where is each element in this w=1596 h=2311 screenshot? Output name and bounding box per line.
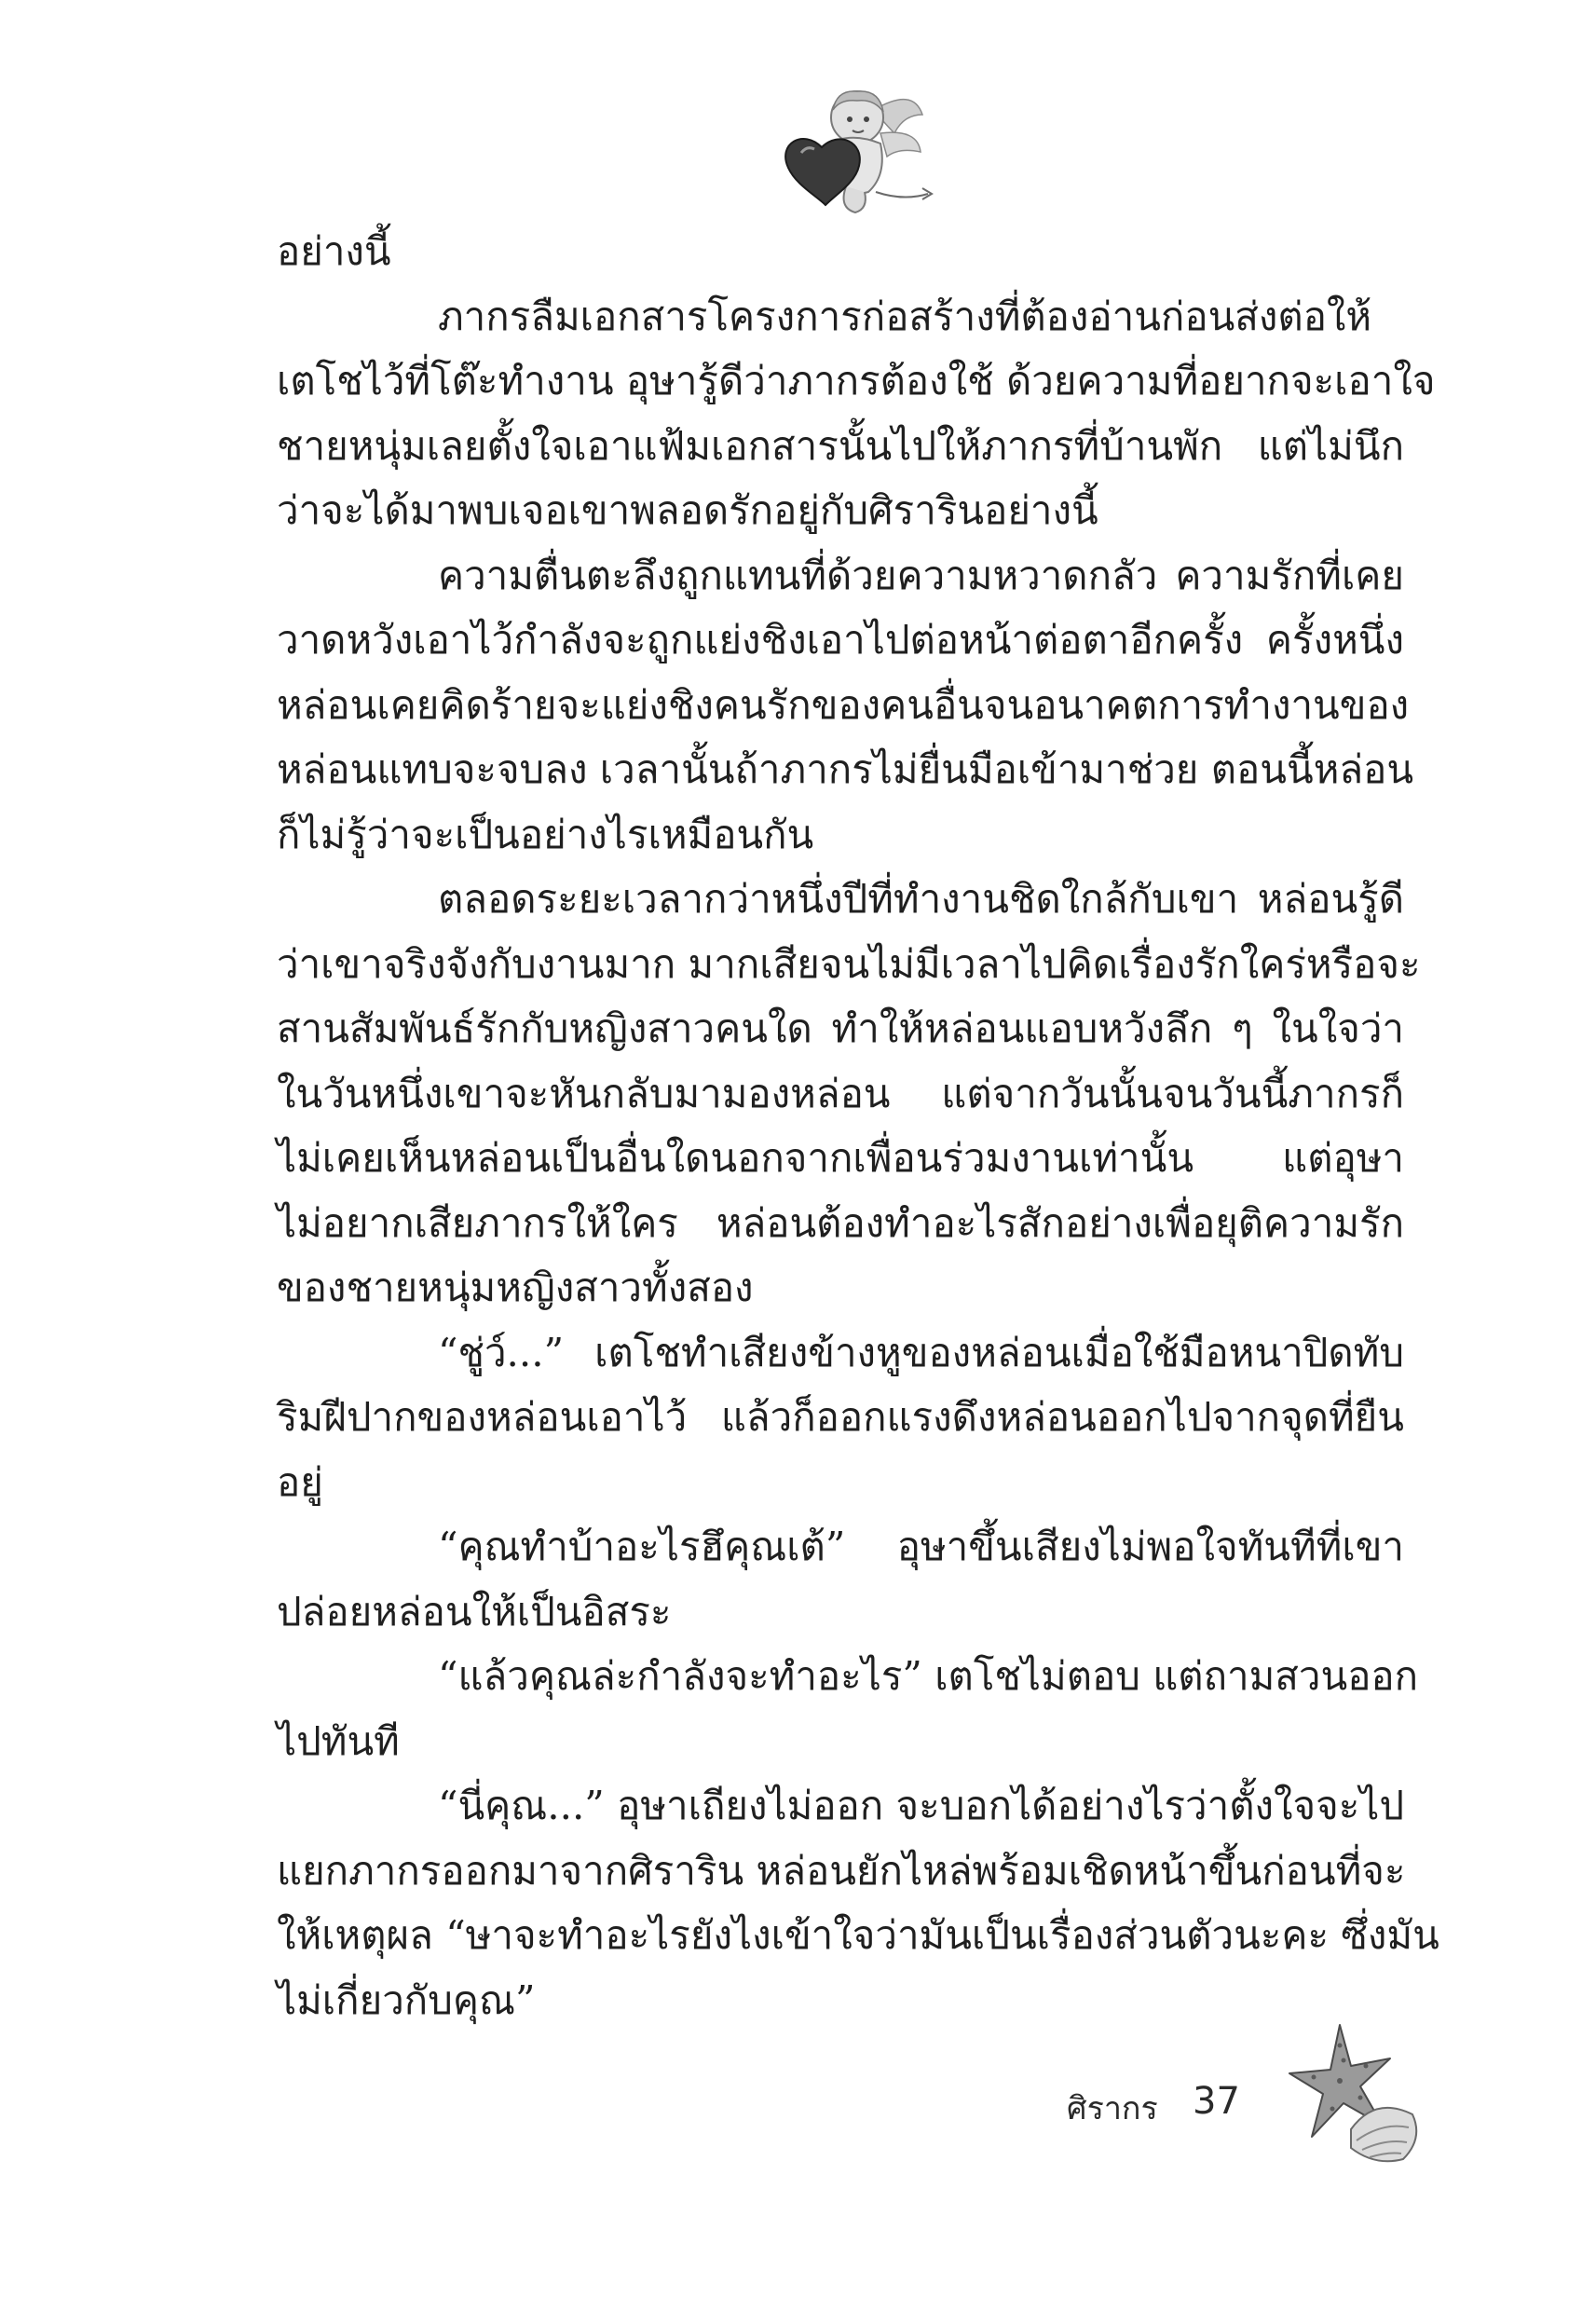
paragraph — [277, 284, 1436, 543]
text-line: ความตื่นตะลึงถูกแทนที่ด้วยความหวาดกลัว ความรักที่เคย — [438, 552, 1404, 598]
text-line: ตลอดระยะเวลากว่าหนึ่งปีที่ทำงานชิดใกล้กับเขา หล่อนรู้ดี — [438, 876, 1404, 922]
text-line: ว่าจะได้มาพบเจอเขาพลอดรักอยู่กับศิรารินอย่างนี้ — [277, 487, 1098, 533]
running-footer-title: ศิรากร — [1067, 2090, 1158, 2127]
page-number: 37 — [1193, 2080, 1240, 2123]
text-line: ชายหนุ่มเลยตั้งใจเอาแฟ้มเอกสารนั้นไปให้ภากรที่บ้านพัก แต่ไม่นึก — [277, 422, 1404, 469]
text-line: อย่างนี้ — [277, 228, 391, 274]
text-line: สานสัมพันธ์รักกับหญิงสาวคนใด ทำให้หล่อนแอบหวังลึก ๆ ในใจว่า — [277, 1005, 1404, 1051]
text-line: “แล้วคุณล่ะกำลังจะทำอะไร” เตโชไม่ตอบ แต่ถามสวนออก — [438, 1653, 1419, 1699]
paragraph — [277, 1514, 1404, 1644]
paragraph — [277, 867, 1421, 1320]
paragraph — [277, 219, 1404, 284]
text-line: ของชายหนุ่มหญิงสาวทั้งสอง — [277, 1265, 754, 1310]
text-line: ว่าเขาจริงจังกับงานมาก มากเสียจนไม่มีเวลาไปคิดเรื่องรักใคร่หรือจะ — [277, 940, 1421, 987]
paragraph — [277, 1320, 1404, 1515]
text-body — [277, 219, 1439, 2032]
text-line: ไม่เกี่ยวกับคุณ” — [277, 1976, 536, 2023]
text-line: ก็ไม่รู้ว่าจะเป็นอย่างไรเหมือนกัน — [277, 811, 814, 857]
text-line: ในวันหนึ่งเขาจะหันกลับมามองหล่อน แต่จากวันนั้นจนวันนี้ภากรก็ — [277, 1070, 1404, 1116]
paragraph — [277, 1773, 1439, 2032]
paragraph — [277, 543, 1414, 868]
text-line: หล่อนเคยคิดร้ายจะแย่งชิงคนรักของคนอื่นจนอนาคตการทำงานของ — [277, 681, 1410, 728]
text-line: ไม่เคยเห็นหล่อนเป็นอื่นใดนอกจากเพื่อนร่วมงานเท่านั้น แต่อุษา — [277, 1135, 1404, 1181]
text-line: อยู่ — [277, 1458, 323, 1505]
text-line: ไม่อยากเสียภากรให้ใคร หล่อนต้องทำอะไรสักอย่างเพื่อยุติความรัก — [277, 1199, 1404, 1246]
text-line: ภากรลืมเอกสารโครงการก่อสร้างที่ต้องอ่านก่อนส่งต่อให้ — [438, 293, 1372, 339]
text-line: “คุณทำบ้าอะไรฮึคุณเต้” อุษาขึ้นเสียงไม่พอใจทันทีที่เขา — [438, 1524, 1404, 1569]
text-line: “ชู่ว์...” เตโชทำเสียงข้างหูของหล่อนเมื่อใช้มือหนาปิดทับ — [438, 1329, 1404, 1375]
starfish-seashell-icon — [1286, 2017, 1425, 2167]
text-line: วาดหวังเอาไว้กำลังจะถูกแย่งชิงเอาไปต่อหน้าต่อตาอีกครั้ง ครั้งหนึ่ง — [277, 617, 1404, 663]
text-line: ริมฝีปากของหล่อนเอาไว้ แล้วก็ออกแรงดึงหล่อนออกไปจากจุดที่ยืน — [277, 1394, 1404, 1440]
cupid-heart-icon — [764, 82, 941, 222]
paragraph — [277, 1644, 1419, 1773]
text-line: เตโชไว้ที่โต๊ะทำงาน อุษารู้ดีว่าภากรต้องใช้ ด้วยความที่อยากจะเอาใจ — [277, 358, 1436, 403]
text-line: ให้เหตุผล “ษาจะทำอะไรยังไงเข้าใจว่ามันเป็นเรื่องส่วนตัวนะคะ ซึ่งมัน — [277, 1912, 1439, 1958]
text-line: “นี่คุณ...” อุษาเถียงไม่ออก จะบอกได้อย่างไรว่าตั้งใจจะไป — [438, 1783, 1405, 1828]
text-line: แยกภากรออกมาจากศิราริน หล่อนยักไหล่พร้อมเชิดหน้าขึ้นก่อนที่จะ — [277, 1847, 1406, 1894]
text-line: ไปทันที — [277, 1717, 400, 1764]
text-line: หล่อนแทบจะจบลง เวลานั้นถ้าภากรไม่ยื่นมือเข้ามาช่วย ตอนนี้หล่อน — [277, 746, 1414, 792]
text-line: ปล่อยหล่อนให้เป็นอิสระ — [277, 1588, 672, 1634]
